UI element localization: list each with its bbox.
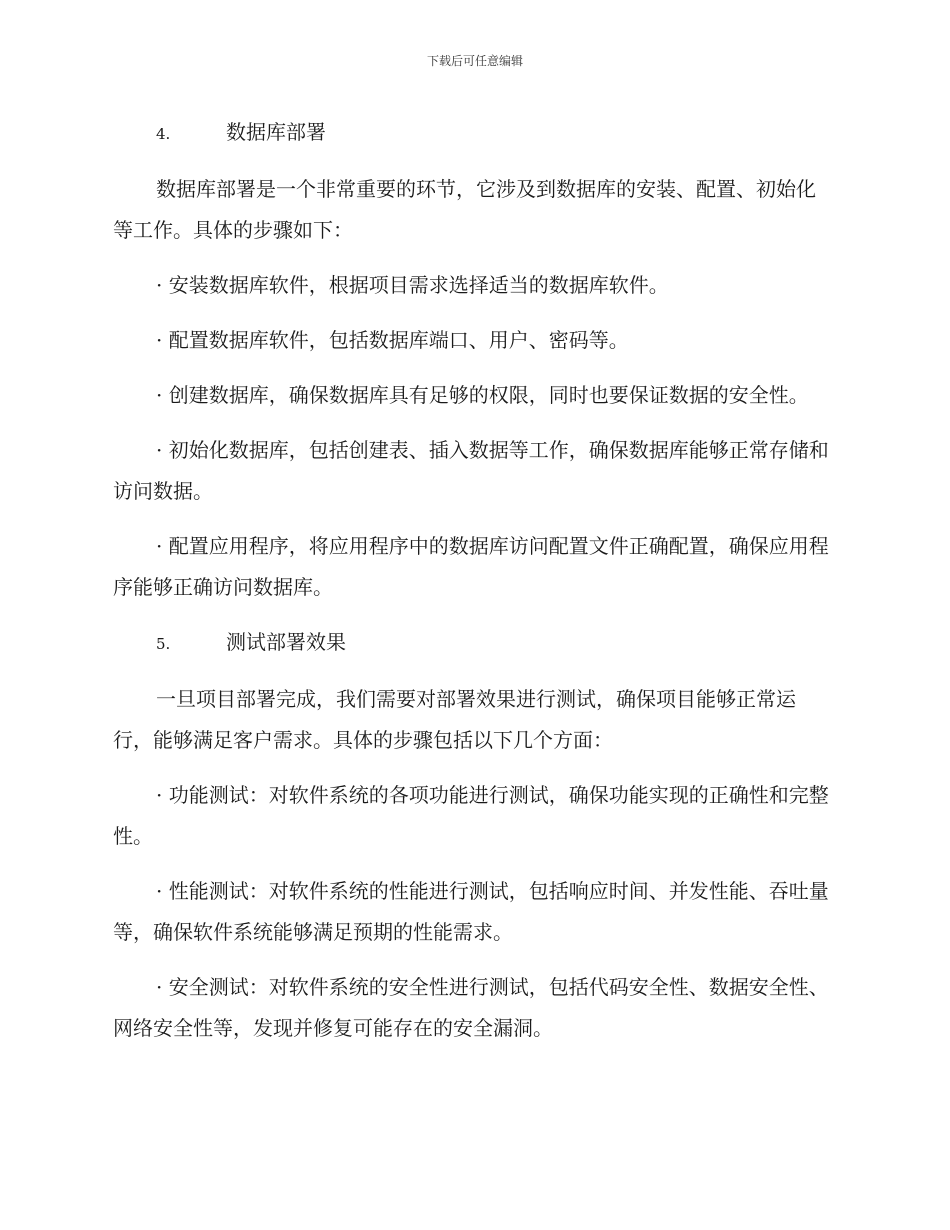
bullet-item: · 功能测试：对软件系统的各项功能进行测试，确保功能实现的正确性和完整性。 [113, 783, 829, 848]
section-title: 测试部署效果 [226, 630, 346, 654]
bullet-item: · 创建数据库，确保数据库具有足够的权限，同时也要保证数据的安全性。 [156, 383, 809, 407]
page-header: 下载后可任意编辑 [426, 54, 523, 68]
section-heading-4 [113, 112, 833, 155]
bullet-item: · 配置数据库软件，包括数据库端口、用户、密码等。 [156, 328, 629, 352]
bullet-item: · 安全测试：对软件系统的安全性进行测试，包括代码安全性、数据安全性、网络安全性等，发现并修复可能存在的安全漏洞。 [113, 975, 829, 1040]
bullet-item: · 安装数据库软件，根据项目需求选择适当的数据库软件。 [156, 273, 669, 297]
bullet-item: · 性能测试：对软件系统的性能进行测试，包括响应时间、并发性能、吞吐量等，确保软件系统能够满足预期的性能需求。 [113, 879, 829, 944]
paragraph: 数据库部署是一个非常重要的环节，它涉及到数据库的安装、配置、初始化等工作。具体的步骤如下： [113, 177, 816, 242]
paragraph: 一旦项目部署完成，我们需要对部署效果进行测试，确保项目能够正常运行，能够满足客户需求。具体的步骤包括以下几个方面： [113, 687, 796, 752]
section-number: 4. [156, 125, 171, 143]
section-heading-5 [113, 622, 833, 665]
section-title: 数据库部署 [226, 120, 326, 144]
section-number: 5. [156, 635, 171, 653]
bullet-item: · 初始化数据库，包括创建表、插入数据等工作，确保数据库能够正常存储和访问数据。 [113, 438, 829, 503]
bullet-item: · 配置应用程序，将应用程序中的数据库访问配置文件正确配置，确保应用程序能够正确访问数据库。 [113, 534, 829, 599]
document-body [113, 112, 833, 1063]
